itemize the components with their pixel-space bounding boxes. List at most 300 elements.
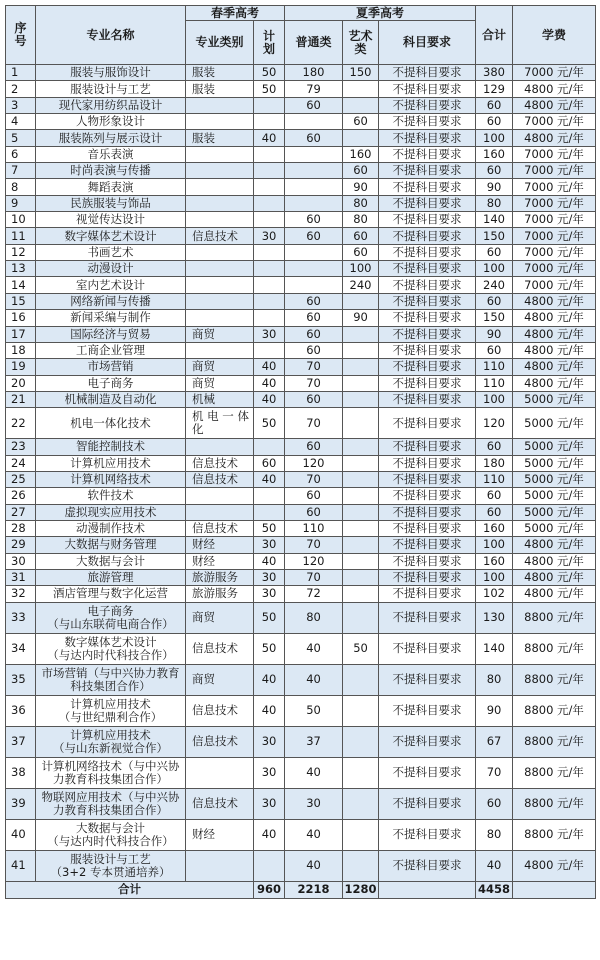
row-index: 25 (6, 471, 36, 487)
summer-general: 70 (285, 471, 343, 487)
tuition-fee: 7000 元/年 (513, 65, 596, 81)
row-index: 40 (6, 819, 36, 850)
summer-general: 60 (285, 130, 343, 146)
major-name: 市场营销（与中兴协力教育科技集团合作） (36, 664, 186, 695)
major-name: 大数据与财务管理 (36, 537, 186, 553)
totals-label: 合计 (6, 881, 254, 898)
tuition-fee: 7000 元/年 (513, 277, 596, 293)
summer-subject-req: 不提科目要求 (379, 163, 476, 179)
major-name: 现代家用纺织品设计 (36, 97, 186, 113)
major-name: 服装设计与工艺 (36, 81, 186, 97)
summer-art: 150 (343, 65, 379, 81)
row-total: 60 (476, 439, 513, 455)
tuition-fee: 4800 元/年 (513, 130, 596, 146)
summer-subject-req: 不提科目要求 (379, 293, 476, 309)
row-index: 32 (6, 586, 36, 602)
summer-art (343, 471, 379, 487)
table-row (6, 114, 596, 130)
summer-general (285, 146, 343, 162)
summer-art (343, 586, 379, 602)
summer-general: 60 (285, 293, 343, 309)
tuition-fee: 7000 元/年 (513, 244, 596, 260)
summer-general: 70 (285, 359, 343, 375)
summer-general: 60 (285, 439, 343, 455)
tuition-fee: 4800 元/年 (513, 359, 596, 375)
spring-plan: 40 (254, 359, 285, 375)
summer-general: 60 (285, 342, 343, 358)
tuition-fee: 4800 元/年 (513, 97, 596, 113)
spring-plan: 40 (254, 391, 285, 407)
summer-general: 60 (285, 97, 343, 113)
spring-plan (254, 179, 285, 195)
tuition-fee: 7000 元/年 (513, 146, 596, 162)
summer-subject-req: 不提科目要求 (379, 537, 476, 553)
table-row (6, 228, 596, 244)
summer-art (343, 359, 379, 375)
row-total: 80 (476, 195, 513, 211)
summer-art: 160 (343, 146, 379, 162)
spring-plan (254, 293, 285, 309)
summer-general: 40 (285, 819, 343, 850)
major-name: 计算机网络技术 (36, 471, 186, 487)
spring-category: 服装 (186, 130, 254, 146)
spring-category: 旅游服务 (186, 569, 254, 585)
row-total: 60 (476, 163, 513, 179)
table-row (6, 439, 596, 455)
row-total: 102 (476, 586, 513, 602)
tuition-fee: 4800 元/年 (513, 375, 596, 391)
spring-category: 信息技术 (186, 520, 254, 536)
summer-art: 80 (343, 195, 379, 211)
row-total: 100 (476, 537, 513, 553)
summer-art (343, 130, 379, 146)
summer-general: 30 (285, 788, 343, 819)
tuition-fee: 8800 元/年 (513, 819, 596, 850)
tuition-fee: 4800 元/年 (513, 569, 596, 585)
header-spring-exam: 春季高考 (186, 6, 285, 21)
summer-art (343, 408, 379, 439)
row-total: 60 (476, 504, 513, 520)
row-index: 28 (6, 520, 36, 536)
tuition-fee: 4800 元/年 (513, 326, 596, 342)
summer-art (343, 293, 379, 309)
row-total: 380 (476, 65, 513, 81)
row-index: 27 (6, 504, 36, 520)
row-index: 3 (6, 97, 36, 113)
summer-art (343, 788, 379, 819)
summer-subject-req: 不提科目要求 (379, 695, 476, 726)
summer-art (343, 602, 379, 633)
row-total: 150 (476, 310, 513, 326)
spring-plan: 30 (254, 228, 285, 244)
summer-general (285, 179, 343, 195)
row-index: 6 (6, 146, 36, 162)
tuition-fee: 5000 元/年 (513, 471, 596, 487)
summer-general: 50 (285, 695, 343, 726)
major-name: 服装设计与工艺 （3+2 专本贯通培养） (36, 850, 186, 881)
major-name: 室内艺术设计 (36, 277, 186, 293)
tuition-fee: 4800 元/年 (513, 586, 596, 602)
row-index: 11 (6, 228, 36, 244)
spring-category (186, 97, 254, 113)
table-row (6, 244, 596, 260)
spring-plan: 30 (254, 326, 285, 342)
table-row (6, 850, 596, 881)
summer-subject-req: 不提科目要求 (379, 553, 476, 569)
row-total: 70 (476, 757, 513, 788)
summer-general: 110 (285, 520, 343, 536)
table-row (6, 757, 596, 788)
major-name: 智能控制技术 (36, 439, 186, 455)
summer-general: 60 (285, 326, 343, 342)
tuition-fee: 8800 元/年 (513, 602, 596, 633)
summer-art (343, 439, 379, 455)
summer-subject-req: 不提科目要求 (379, 195, 476, 211)
summer-art: 50 (343, 633, 379, 664)
major-name: 国际经济与贸易 (36, 326, 186, 342)
header-spring-category: 专业类别 (186, 21, 254, 65)
row-total: 90 (476, 695, 513, 726)
spring-plan: 40 (254, 664, 285, 695)
row-total: 180 (476, 455, 513, 471)
row-total: 140 (476, 212, 513, 228)
summer-general: 80 (285, 602, 343, 633)
summer-subject-req: 不提科目要求 (379, 212, 476, 228)
row-index: 29 (6, 537, 36, 553)
spring-plan: 40 (254, 375, 285, 391)
row-index: 10 (6, 212, 36, 228)
summer-general: 40 (285, 850, 343, 881)
row-index: 4 (6, 114, 36, 130)
summer-subject-req: 不提科目要求 (379, 850, 476, 881)
spring-plan: 40 (254, 553, 285, 569)
row-index: 13 (6, 261, 36, 277)
tuition-fee: 4800 元/年 (513, 342, 596, 358)
summer-art: 60 (343, 228, 379, 244)
summer-subject-req: 不提科目要求 (379, 114, 476, 130)
spring-plan: 30 (254, 586, 285, 602)
major-name: 计算机应用技术 （与山东新视觉合作） (36, 726, 186, 757)
spring-category: 财经 (186, 553, 254, 569)
spring-plan: 40 (254, 130, 285, 146)
spring-category (186, 114, 254, 130)
summer-subject-req: 不提科目要求 (379, 439, 476, 455)
summer-general: 79 (285, 81, 343, 97)
summer-subject-req: 不提科目要求 (379, 375, 476, 391)
summer-art (343, 455, 379, 471)
summer-art (343, 342, 379, 358)
summer-art (343, 569, 379, 585)
tuition-fee: 5000 元/年 (513, 408, 596, 439)
header-total: 合计 (476, 6, 513, 65)
spring-category (186, 504, 254, 520)
row-index: 37 (6, 726, 36, 757)
summer-general: 70 (285, 375, 343, 391)
summer-art (343, 757, 379, 788)
summer-general (285, 163, 343, 179)
row-index: 12 (6, 244, 36, 260)
major-name: 工商企业管理 (36, 342, 186, 358)
table-row (6, 408, 596, 439)
summer-art: 90 (343, 179, 379, 195)
spring-plan (254, 504, 285, 520)
tuition-fee: 4800 元/年 (513, 537, 596, 553)
row-total: 110 (476, 471, 513, 487)
row-total: 130 (476, 602, 513, 633)
summer-art (343, 97, 379, 113)
totals-subject-req (379, 881, 476, 898)
spring-category (186, 244, 254, 260)
tuition-fee: 4800 元/年 (513, 293, 596, 309)
summer-art (343, 391, 379, 407)
row-index: 15 (6, 293, 36, 309)
summer-art: 60 (343, 163, 379, 179)
spring-category: 信息技术 (186, 228, 254, 244)
summer-art: 60 (343, 114, 379, 130)
tuition-fee: 7000 元/年 (513, 261, 596, 277)
tuition-fee: 8800 元/年 (513, 757, 596, 788)
tuition-fee: 7000 元/年 (513, 195, 596, 211)
spring-plan (254, 195, 285, 211)
summer-general: 37 (285, 726, 343, 757)
spring-category: 信息技术 (186, 726, 254, 757)
row-index: 35 (6, 664, 36, 695)
table-row (6, 488, 596, 504)
summer-art (343, 488, 379, 504)
summer-subject-req: 不提科目要求 (379, 228, 476, 244)
summer-general: 60 (285, 310, 343, 326)
summer-subject-req: 不提科目要求 (379, 520, 476, 536)
summer-subject-req: 不提科目要求 (379, 179, 476, 195)
row-index: 7 (6, 163, 36, 179)
tuition-fee: 4800 元/年 (513, 81, 596, 97)
spring-category (186, 757, 254, 788)
summer-subject-req: 不提科目要求 (379, 504, 476, 520)
table-row (6, 602, 596, 633)
summer-general: 72 (285, 586, 343, 602)
major-name: 服装与服饰设计 (36, 65, 186, 81)
row-total: 100 (476, 261, 513, 277)
spring-plan: 40 (254, 695, 285, 726)
spring-category: 机械 (186, 391, 254, 407)
summer-subject-req: 不提科目要求 (379, 408, 476, 439)
tuition-fee: 4800 元/年 (513, 553, 596, 569)
row-index: 14 (6, 277, 36, 293)
tuition-fee: 5000 元/年 (513, 455, 596, 471)
major-name: 电子商务 (36, 375, 186, 391)
spring-plan (254, 439, 285, 455)
summer-subject-req: 不提科目要求 (379, 488, 476, 504)
summer-art (343, 553, 379, 569)
table-row (6, 586, 596, 602)
spring-plan: 50 (254, 602, 285, 633)
summer-subject-req: 不提科目要求 (379, 146, 476, 162)
major-name: 市场营销 (36, 359, 186, 375)
header-summer-subject-req: 科目要求 (379, 21, 476, 65)
major-name: 机械制造及自动化 (36, 391, 186, 407)
table-row (6, 212, 596, 228)
tuition-fee: 4800 元/年 (513, 310, 596, 326)
table-row (6, 163, 596, 179)
summer-general: 70 (285, 537, 343, 553)
spring-category: 机 电 一 体 化 (186, 408, 254, 439)
summer-general: 70 (285, 569, 343, 585)
spring-plan (254, 163, 285, 179)
table-row (6, 146, 596, 162)
summer-subject-req: 不提科目要求 (379, 471, 476, 487)
row-total: 80 (476, 664, 513, 695)
spring-plan: 40 (254, 819, 285, 850)
summer-subject-req: 不提科目要求 (379, 65, 476, 81)
major-name: 民族服装与饰品 (36, 195, 186, 211)
tuition-fee: 5000 元/年 (513, 520, 596, 536)
tuition-fee: 8800 元/年 (513, 633, 596, 664)
summer-subject-req: 不提科目要求 (379, 342, 476, 358)
major-name: 舞蹈表演 (36, 179, 186, 195)
major-name: 数字媒体艺术设计 （与达内时代科技合作） (36, 633, 186, 664)
spring-plan: 30 (254, 788, 285, 819)
spring-category (186, 342, 254, 358)
summer-subject-req: 不提科目要求 (379, 569, 476, 585)
major-name: 服装陈列与展示设计 (36, 130, 186, 146)
totals-total: 4458 (476, 881, 513, 898)
summer-subject-req: 不提科目要求 (379, 726, 476, 757)
table-row (6, 726, 596, 757)
row-index: 38 (6, 757, 36, 788)
major-name: 数字媒体艺术设计 (36, 228, 186, 244)
summer-subject-req: 不提科目要求 (379, 633, 476, 664)
tuition-fee: 5000 元/年 (513, 391, 596, 407)
table-row (6, 310, 596, 326)
row-index: 34 (6, 633, 36, 664)
summer-general: 40 (285, 757, 343, 788)
spring-plan (254, 244, 285, 260)
spring-plan: 60 (254, 455, 285, 471)
major-name: 动漫制作技术 (36, 520, 186, 536)
summer-general (285, 277, 343, 293)
header-major-name: 专业名称 (36, 6, 186, 65)
major-name: 时尚表演与传播 (36, 163, 186, 179)
summer-general: 40 (285, 664, 343, 695)
table-row (6, 695, 596, 726)
row-total: 60 (476, 293, 513, 309)
spring-category: 财经 (186, 819, 254, 850)
row-total: 120 (476, 408, 513, 439)
tuition-fee: 8800 元/年 (513, 664, 596, 695)
row-total: 100 (476, 130, 513, 146)
table-row (6, 195, 596, 211)
major-name: 物联网应用技术（与中兴协力教育科技集团合作） (36, 788, 186, 819)
spring-plan (254, 850, 285, 881)
spring-category: 商贸 (186, 326, 254, 342)
summer-subject-req: 不提科目要求 (379, 310, 476, 326)
summer-general (285, 114, 343, 130)
row-total: 129 (476, 81, 513, 97)
tuition-fee: 7000 元/年 (513, 179, 596, 195)
row-index: 2 (6, 81, 36, 97)
summer-general: 60 (285, 228, 343, 244)
spring-category (186, 195, 254, 211)
table-row (6, 179, 596, 195)
tuition-fee: 5000 元/年 (513, 504, 596, 520)
summer-general (285, 261, 343, 277)
major-name: 视觉传达设计 (36, 212, 186, 228)
row-total: 60 (476, 342, 513, 358)
spring-category: 商贸 (186, 602, 254, 633)
row-index: 26 (6, 488, 36, 504)
summer-art (343, 520, 379, 536)
row-index: 18 (6, 342, 36, 358)
header-spring-plan: 计 划 (254, 21, 285, 65)
spring-plan: 30 (254, 726, 285, 757)
spring-plan (254, 212, 285, 228)
summer-art (343, 695, 379, 726)
row-index: 22 (6, 408, 36, 439)
spring-category: 商贸 (186, 375, 254, 391)
row-index: 36 (6, 695, 36, 726)
header-summer-exam: 夏季高考 (285, 6, 476, 21)
row-index: 41 (6, 850, 36, 881)
row-total: 160 (476, 520, 513, 536)
spring-plan: 30 (254, 537, 285, 553)
major-name: 大数据与会计 (36, 553, 186, 569)
summer-subject-req: 不提科目要求 (379, 261, 476, 277)
summer-subject-req: 不提科目要求 (379, 586, 476, 602)
spring-category (186, 488, 254, 504)
spring-plan: 50 (254, 633, 285, 664)
totals-general: 2218 (285, 881, 343, 898)
spring-plan (254, 261, 285, 277)
row-total: 100 (476, 569, 513, 585)
summer-general: 120 (285, 553, 343, 569)
spring-category: 信息技术 (186, 455, 254, 471)
row-total: 90 (476, 326, 513, 342)
spring-plan: 50 (254, 520, 285, 536)
row-total: 60 (476, 488, 513, 504)
summer-general: 60 (285, 488, 343, 504)
row-index: 1 (6, 65, 36, 81)
row-index: 16 (6, 310, 36, 326)
summer-art: 60 (343, 244, 379, 260)
tuition-fee: 8800 元/年 (513, 726, 596, 757)
major-name: 虚拟现实应用技术 (36, 504, 186, 520)
row-total: 60 (476, 244, 513, 260)
spring-plan: 50 (254, 65, 285, 81)
summer-general: 60 (285, 391, 343, 407)
spring-category (186, 146, 254, 162)
row-total: 60 (476, 114, 513, 130)
table-row (6, 537, 596, 553)
table-row (6, 97, 596, 113)
summer-general: 120 (285, 455, 343, 471)
table-row (6, 788, 596, 819)
row-total: 160 (476, 553, 513, 569)
summer-subject-req: 不提科目要求 (379, 359, 476, 375)
summer-general: 40 (285, 633, 343, 664)
row-total: 160 (476, 146, 513, 162)
spring-plan: 30 (254, 569, 285, 585)
row-index: 5 (6, 130, 36, 146)
row-total: 60 (476, 97, 513, 113)
row-index: 19 (6, 359, 36, 375)
summer-subject-req: 不提科目要求 (379, 326, 476, 342)
table-row (6, 293, 596, 309)
row-index: 24 (6, 455, 36, 471)
row-index: 30 (6, 553, 36, 569)
spring-category: 服装 (186, 81, 254, 97)
summer-general: 60 (285, 212, 343, 228)
row-total: 240 (476, 277, 513, 293)
